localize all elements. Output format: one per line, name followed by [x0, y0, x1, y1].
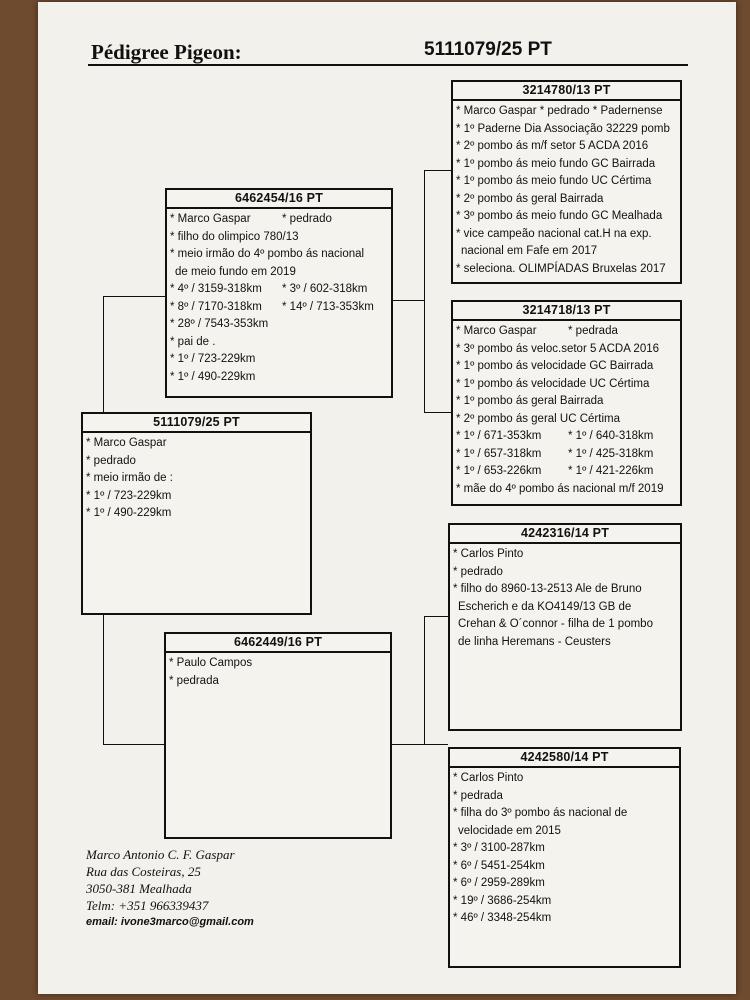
breeder-phone: Telm: +351 966339437	[86, 898, 209, 913]
pedigree-line: * filho do 8960-13-2513 Ale de Bruno	[453, 583, 642, 595]
pedigree-line: * vice campeão nacional cat.H na exp.	[456, 227, 652, 240]
pedigree-line: * 1º pombo ás meio fundo UC Cértima	[456, 175, 652, 187]
pedigree-line: * 6º / 2959-289km	[453, 877, 545, 889]
pedigree-line: * 1º pombo ás velocidade GC Bairrada	[456, 360, 654, 372]
dam-sire-box	[448, 523, 682, 731]
breeder-email: email: ivone3marco@gmail.com	[86, 916, 254, 928]
breeder-city: 3050-381 Mealhada	[86, 881, 192, 896]
dam-sire-lines	[450, 544, 680, 653]
sire-sire-ring: 3214780/13 PT	[453, 82, 680, 101]
connector-dam-dam	[424, 744, 448, 745]
pedigree-line	[170, 211, 388, 229]
pedigree-line: * 2º pombo ás geral UC Cértima	[456, 412, 620, 425]
sire-sire-lines	[453, 101, 680, 280]
pedigree-line: * 2º pombo ás geral Bairrada	[456, 192, 604, 205]
line-right-entry: * 3º / 602-318km	[282, 283, 368, 295]
pedigree-line: Crehan & O´connor - filha de 1 pombo	[458, 618, 653, 630]
pedigree-line	[170, 299, 388, 317]
subject-box	[81, 412, 312, 615]
dam-ring: 6462449/16 PT	[166, 634, 390, 653]
pedigree-line	[456, 463, 677, 481]
subject-lines	[83, 433, 310, 525]
header-divider	[88, 64, 688, 66]
pedigree-line: * 1º / 490-229km	[86, 507, 172, 519]
pedigree-line: * 1º pombo ás meio fundo GC Bairrada	[456, 157, 656, 170]
connector-sire-dam	[424, 412, 451, 413]
pedigree-line: * meio irmão de :	[86, 472, 173, 484]
connector-dam-vertical	[424, 616, 425, 744]
connector-dam-parents	[392, 744, 424, 745]
sire-ring: 6462454/16 PT	[167, 190, 391, 209]
pedigree-line: * 3º pombo ás meio fundo GC Mealhada	[456, 210, 663, 222]
pedigree-line: * 2º pombo ás m/f setor 5 ACDA 2016	[456, 140, 649, 152]
pedigree-line: * Carlos Pinto	[453, 772, 524, 784]
pedigree-line: * pai de .	[170, 335, 216, 348]
subject-ring: 5111079/25 PT	[83, 414, 310, 433]
header-ring-number: 5111079/25 PT	[424, 39, 552, 60]
pedigree-header	[88, 38, 688, 62]
line-left-entry: * 8º / 7170-318km	[170, 300, 262, 313]
line-right-entry: * 1º / 421-226km	[568, 465, 654, 477]
pedigree-line: * 28º / 7543-353km	[170, 318, 269, 330]
pedigree-line: * pedrada	[453, 789, 503, 802]
connector-sire-parents	[392, 300, 424, 301]
pedigree-line: * Marco Gaspar	[86, 437, 167, 449]
line-left-entry: * 1º / 671-353km	[456, 430, 542, 442]
connector-subject-vertical-low	[103, 614, 104, 744]
breeder-name: Marco Antonio C. F. Gaspar	[86, 847, 235, 862]
pedigree-line: * pedrado	[453, 565, 503, 578]
line-right-entry: * 14º / 713-353km	[282, 300, 374, 313]
pedigree-line: * 1º pombo ás geral Bairrada	[456, 395, 604, 407]
page-title: Pédigree Pigeon:	[91, 40, 242, 64]
pedigree-line: * filha do 3º pombo ás nacional de	[453, 807, 628, 819]
pedigree-line: * 1º pombo ás velocidade UC Cértima	[456, 377, 650, 390]
breeder-address	[86, 846, 254, 931]
connector-sire-vertical	[424, 170, 425, 412]
pedigree-line	[170, 281, 388, 299]
connector-dam-sire	[424, 616, 448, 617]
pedigree-line	[456, 446, 677, 464]
pedigree-line: de meio fundo em 2019	[175, 265, 296, 278]
sire-dam-ring: 3214718/13 PT	[453, 302, 680, 321]
pedigree-line: * Paulo Campos	[169, 657, 253, 669]
line-left-entry: * Marco Gaspar	[456, 325, 537, 337]
connector-subject-dam	[103, 744, 165, 745]
line-left-entry: * Marco Gaspar	[170, 213, 251, 225]
line-left-entry: * 1º / 657-318km	[456, 447, 542, 460]
pedigree-line: * 3º pombo ás veloc.setor 5 ACDA 2016	[456, 342, 660, 355]
pedigree-line: Escherich e da KO4149/13 GB de	[458, 600, 632, 613]
line-right-entry: * pedrada	[568, 325, 618, 337]
breeder-street: Rua das Costeiras, 25	[86, 864, 201, 879]
line-right-entry: * 1º / 425-318km	[568, 447, 654, 460]
pedigree-line: de linha Heremans - Ceusters	[458, 635, 611, 648]
connector-subject-sire	[103, 296, 166, 297]
pedigree-line: velocidade em 2015	[458, 824, 561, 837]
pedigree-line: nacional em Fafe em 2017	[461, 245, 598, 257]
line-right-entry: * 1º / 640-318km	[568, 430, 654, 442]
pedigree-line: * seleciona. OLIMPÍADAS Bruxelas 2017	[456, 262, 666, 275]
sire-box	[165, 188, 393, 398]
pedigree-line: * 3º / 3100-287km	[453, 842, 545, 854]
pedigree-line: * Carlos Pinto	[453, 548, 524, 560]
pedigree-line	[456, 428, 677, 446]
sire-sire-box	[451, 80, 682, 284]
pedigree-line: * 1º Paderne Dia Associação 32229 pomb	[456, 122, 670, 135]
pedigree-line	[456, 323, 677, 341]
pedigree-line: * 6º / 5451-254km	[453, 859, 545, 872]
dam-dam-lines	[450, 768, 679, 930]
sire-lines	[167, 209, 391, 388]
pedigree-line: * filho do olimpico 780/13	[170, 230, 299, 243]
line-right-entry: * pedrado	[282, 213, 332, 225]
dam-sire-ring: 4242316/14 PT	[450, 525, 680, 544]
pedigree-line: * Marco Gaspar * pedrado * Padernense	[456, 105, 663, 117]
line-left-entry: * 4º / 3159-318km	[170, 283, 262, 295]
pedigree-line: * 19º / 3686-254km	[453, 894, 552, 907]
connector-subject-vertical	[103, 296, 104, 413]
pedigree-line: * meio irmão do 4º pombo ás nacional	[170, 248, 365, 260]
pedigree-line: * 1º / 723-229km	[170, 353, 256, 365]
pedigree-line: * pedrada	[169, 674, 219, 687]
sire-dam-lines	[453, 321, 680, 500]
pedigree-line: * pedrado	[86, 454, 136, 467]
pedigree-line: * 1º / 490-229km	[170, 370, 256, 383]
dam-dam-ring: 4242580/14 PT	[450, 749, 679, 768]
pedigree-line: * mãe do 4º pombo ás nacional m/f 2019	[456, 482, 664, 495]
pedigree-line: * 1º / 723-229km	[86, 489, 172, 502]
line-left-entry: * 1º / 653-226km	[456, 465, 542, 477]
dam-dam-box	[448, 747, 681, 968]
connector-sire-sire	[424, 170, 451, 171]
sire-dam-box	[451, 300, 682, 506]
pedigree-line: * 46º / 3348-254km	[453, 912, 552, 924]
dam-box	[164, 632, 392, 839]
dam-lines	[166, 653, 390, 692]
